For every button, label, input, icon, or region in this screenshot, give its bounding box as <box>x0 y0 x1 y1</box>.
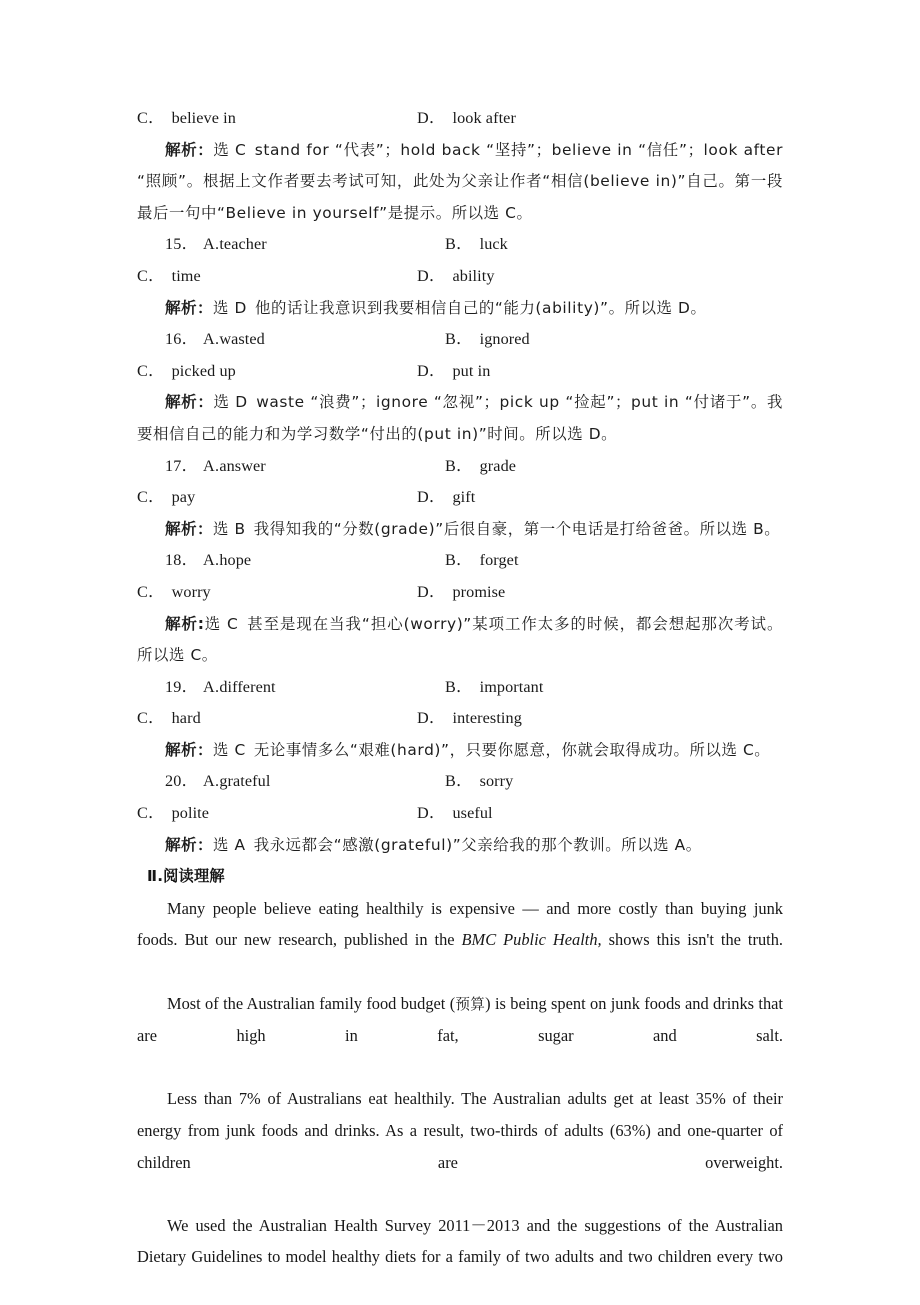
option-d-label: D． <box>417 109 446 127</box>
option-b-text: important <box>479 677 544 696</box>
option-c-label: C． <box>137 582 165 601</box>
passage-paragraph: Many people believe eating healthily is expensive — and more costly than buying junk foods. But our new research, published in the BMC Public Health, shows this isn't the truth. <box>137 898 783 950</box>
option-row-cd <box>137 261 783 293</box>
analysis-paragraph <box>137 830 783 862</box>
option-row-ab <box>137 545 783 577</box>
option-c-label: C． <box>137 266 165 285</box>
option-a-text: answer <box>219 456 266 475</box>
option-d <box>417 356 490 388</box>
analysis-label: 解析： <box>165 393 214 412</box>
passage-paragraph: Less than 7% of Australians eat healthily. The Australian adults get at least 35% of their energy from junk foods and drinks. As a result, two-thirds of adults (63%) and one-quarter of children are overweight. <box>137 1089 783 1172</box>
option-row-cd <box>137 798 783 830</box>
analysis-body: waste “浪费”；ignore “忽视”；pick up “捡起”；put in “付诸于”。我要相信自己的能力和为学习数学“付出的(put in)”时间。所以选 D。 <box>137 393 784 443</box>
option-row-q14-cd <box>137 103 783 135</box>
option-d <box>417 703 522 735</box>
option-c-label: C． <box>137 488 165 507</box>
option-a-text: hope <box>219 551 252 570</box>
option-c <box>137 261 417 293</box>
analysis-paragraph <box>137 293 783 325</box>
option-c-label: C． <box>137 361 165 380</box>
passage-paragraph: Most of the Australian family food budget (预算) is being spent on junk foods and drinks that are high in fat, sugar and salt. <box>137 993 783 1046</box>
question-number: 20． <box>165 772 198 791</box>
option-b <box>445 324 530 356</box>
option-c-text: polite <box>171 804 210 823</box>
option-a-label: A. <box>202 235 220 254</box>
option-d-text: promise <box>452 582 506 601</box>
option-row-cd <box>137 577 783 609</box>
option-b <box>445 545 519 577</box>
option-c <box>137 703 417 735</box>
option-c <box>137 577 417 609</box>
option-a-label: A. <box>202 772 220 791</box>
option-c <box>137 356 417 388</box>
analysis-choice: 选 A <box>212 835 246 854</box>
option-row-cd <box>137 703 783 735</box>
analysis-body: 他的话让我意识到我要相信自己的“能力(ability)”。所以选 D。 <box>255 298 707 317</box>
option-row-cd <box>137 356 783 388</box>
reading-passage <box>137 893 783 1305</box>
option-b-text: luck <box>479 235 508 254</box>
passage-paragraph: We used the Australian Health Survey 2011－2013 and the suggestions of the Australian Dietary Guidelines to model healthy diets for a family of two adults and two children every two <box>137 1215 783 1267</box>
option-d-text: useful <box>452 804 493 823</box>
option-c-text: worry <box>171 582 211 601</box>
analysis-body: 甚至是现在当我“担心(worry)”某项工作太多的时候，都会想起那次考试。所以选 C。 <box>137 614 784 665</box>
option-b-label: B． <box>445 551 473 570</box>
analysis-label: 解析： <box>165 835 213 854</box>
analysis-label: 解析： <box>165 519 213 538</box>
option-a <box>137 766 445 798</box>
option-row-ab <box>137 451 783 483</box>
option-d-text: look after <box>452 109 516 127</box>
option-b <box>445 672 543 704</box>
option-b <box>445 451 516 483</box>
question-list <box>137 229 783 861</box>
option-c-q14 <box>137 103 417 135</box>
option-b <box>445 229 508 261</box>
analysis-choice: 选 C <box>213 140 247 159</box>
option-a-label: A. <box>202 551 220 570</box>
analysis-paragraph <box>137 387 783 450</box>
question-number: 16． <box>165 330 198 349</box>
option-d-label: D． <box>417 582 446 601</box>
analysis-label: 解析： <box>165 140 214 159</box>
option-a <box>137 545 445 577</box>
analysis-body: 我永远都会“感激(grateful)”父亲给我的那个教训。所以选 A。 <box>253 835 702 854</box>
option-a <box>137 672 445 704</box>
option-c-label: C． <box>137 804 165 823</box>
option-b-label: B． <box>445 235 473 254</box>
section-heading-reading: Ⅱ.阅读理解 <box>147 867 225 886</box>
option-a-text: different <box>219 677 276 696</box>
option-d-label: D． <box>417 709 446 728</box>
option-row-ab <box>137 324 783 356</box>
analysis-choice: 选 C <box>212 740 246 759</box>
option-a <box>137 229 445 261</box>
option-b-label: B． <box>445 330 473 349</box>
option-b-label: B． <box>445 456 473 475</box>
option-b-text: grade <box>479 456 517 475</box>
option-d-text: ability <box>452 266 495 285</box>
option-d-q14 <box>417 103 516 135</box>
option-c-label: C． <box>137 109 165 127</box>
option-a-text: grateful <box>219 772 271 791</box>
option-b-label: B． <box>445 772 473 791</box>
option-d <box>417 261 495 293</box>
question-number: 17． <box>165 456 198 475</box>
option-row-ab <box>137 672 783 704</box>
analysis-choice: 选 B <box>212 519 246 538</box>
option-a-text: teacher <box>219 235 267 254</box>
analysis-label: 解析: <box>165 614 205 633</box>
option-d-label: D． <box>417 804 446 823</box>
gloss-term: 预算 <box>455 995 486 1013</box>
analysis-label: 解析： <box>165 740 213 759</box>
option-b-label: B． <box>445 677 473 696</box>
option-c-text: believe in <box>171 109 236 127</box>
option-d-label: D． <box>417 361 446 380</box>
analysis-body: stand for “代表”；hold back “坚持”；believe in “信任”；look after “照顾”。根据上文作者要去考试可知，此处为父亲让作者“相信(believe in)”自己。第一段最后一句中“Believe in yourself”是提示。所以选 C。 <box>137 140 783 222</box>
option-c-label: C． <box>137 709 165 728</box>
option-row-ab <box>137 229 783 261</box>
analysis-q14 <box>137 135 783 230</box>
option-d-label: D． <box>417 488 446 507</box>
option-d-text: put in <box>452 361 491 380</box>
analysis-label: 解析： <box>165 298 213 317</box>
option-row-ab <box>137 766 783 798</box>
option-b <box>445 766 513 798</box>
option-a-text: wasted <box>219 330 265 349</box>
analysis-body: 无论事情多么“艰难(hard)”，只要你愿意，你就会取得成功。所以选 C。 <box>253 740 771 759</box>
analysis-choice: 选 D <box>213 393 248 412</box>
option-d <box>417 482 475 514</box>
option-c-text: time <box>171 266 201 285</box>
option-b-text: forget <box>479 551 519 570</box>
analysis-choice: 选 D <box>212 298 247 317</box>
question-number: 19． <box>165 677 198 696</box>
analysis-body: 我得知我的“分数(grade)”后很自豪，第一个电话是打给爸爸。所以选 B。 <box>253 519 781 538</box>
option-row-cd <box>137 482 783 514</box>
option-c <box>137 798 417 830</box>
option-a-label: A. <box>202 456 220 475</box>
option-a <box>137 451 445 483</box>
option-c <box>137 482 417 514</box>
option-c-text: pay <box>171 488 196 507</box>
analysis-paragraph <box>137 735 783 767</box>
option-b-text: ignored <box>479 330 530 349</box>
analysis-paragraph <box>137 514 783 546</box>
option-c-text: picked up <box>171 361 236 380</box>
question-number: 15． <box>165 235 198 254</box>
option-a-label: A. <box>202 330 220 349</box>
option-d-text: interesting <box>452 709 522 728</box>
option-c-text: hard <box>171 709 201 728</box>
option-a <box>137 324 445 356</box>
option-d <box>417 798 493 830</box>
option-d <box>417 577 505 609</box>
analysis-choice: 选 C <box>204 614 239 633</box>
journal-title: BMC Public Health, <box>461 930 602 950</box>
option-d-text: gift <box>452 488 476 507</box>
page-content <box>137 103 783 1305</box>
question-number: 18． <box>165 551 198 570</box>
option-b-text: sorry <box>479 772 514 791</box>
option-d-label: D． <box>417 266 446 285</box>
option-a-label: A. <box>202 677 220 696</box>
analysis-paragraph <box>137 609 783 672</box>
